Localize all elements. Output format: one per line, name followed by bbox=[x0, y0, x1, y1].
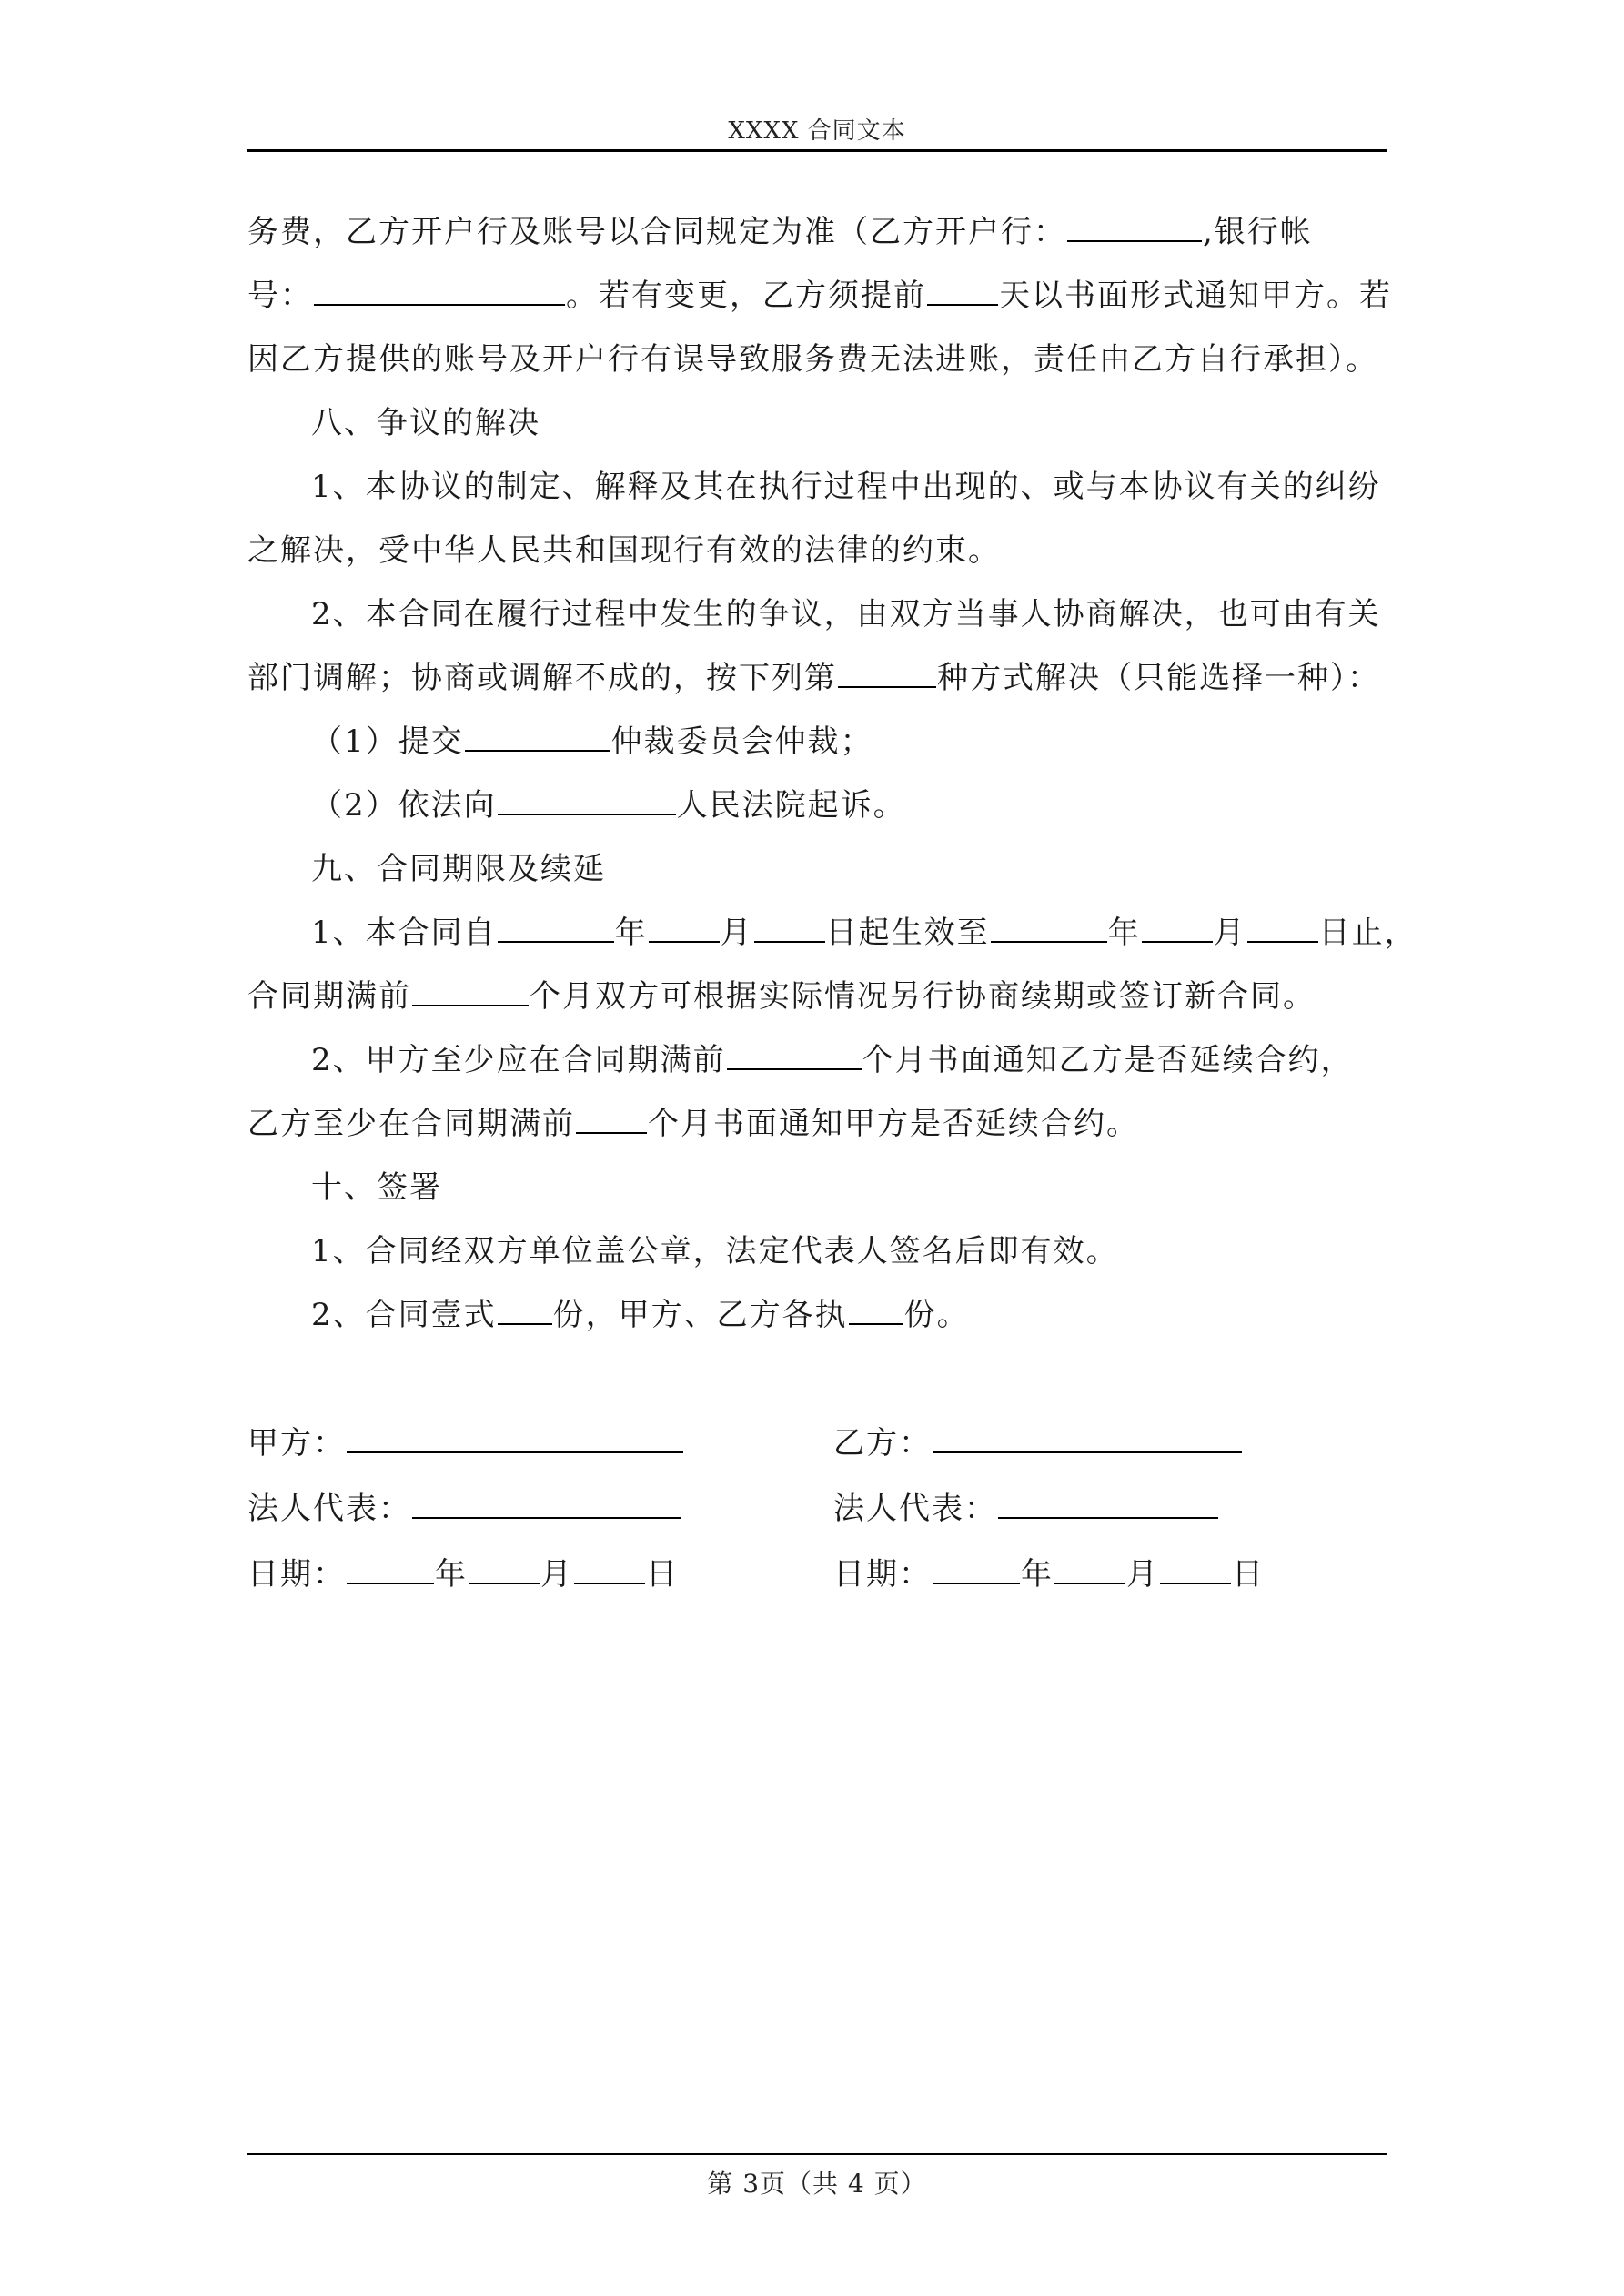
month-label: 月 bbox=[1126, 1556, 1159, 1593]
blank-copies-total bbox=[498, 1296, 552, 1325]
text-run: （2）依法向 bbox=[311, 787, 497, 824]
text-run: 个月书面通知甲方是否延续合约。 bbox=[648, 1106, 1139, 1142]
text-run: 月 bbox=[720, 915, 753, 951]
text-run: 号： bbox=[247, 278, 313, 314]
party-a-signature bbox=[247, 1411, 684, 1476]
text-run: 月 bbox=[1213, 915, 1246, 951]
section-heading-10: 十、签署 bbox=[311, 1169, 442, 1206]
date-label: 日期： bbox=[247, 1556, 346, 1593]
year-label: 年 bbox=[435, 1556, 468, 1593]
party-b-legal-rep bbox=[833, 1476, 1219, 1542]
blank-start-month bbox=[649, 914, 720, 943]
text-run: 日止， bbox=[1318, 915, 1417, 951]
blank-copies-each bbox=[849, 1296, 903, 1325]
year-label: 年 bbox=[1021, 1556, 1054, 1593]
blank-end-year bbox=[991, 914, 1107, 943]
text-run: 2、合同壹式 bbox=[311, 1297, 497, 1333]
text-run: 乙方至少在合同期满前 bbox=[247, 1106, 575, 1142]
text-line bbox=[247, 264, 1392, 328]
text-run: 份，甲方、乙方各执 bbox=[552, 1297, 848, 1333]
blank-party-a-notice-months bbox=[727, 1041, 862, 1070]
party-a-legal-rep-blank bbox=[412, 1490, 681, 1519]
party-a-label: 甲方： bbox=[247, 1425, 346, 1462]
party-b-date bbox=[833, 1542, 1265, 1607]
text-run: 年 bbox=[614, 915, 648, 951]
page-number: 第 3页（共 4 页） bbox=[707, 2169, 927, 2199]
text-run: 。若有变更，乙方须提前 bbox=[566, 278, 926, 314]
text-run: 种方式解决（只能选择一种）： bbox=[937, 660, 1380, 696]
blank-bank-name bbox=[1067, 213, 1202, 242]
text-line bbox=[247, 646, 1387, 710]
blank-renewal-months bbox=[412, 977, 529, 1006]
blank-party-b-notice-months bbox=[576, 1105, 647, 1134]
text-run: 天以书面形式通知甲方。若 bbox=[999, 278, 1392, 314]
text-line: 1、合同经双方单位盖公章，法定代表人签名后即有效。 bbox=[311, 1233, 1119, 1269]
text-run: 1、本合同自 bbox=[311, 915, 497, 951]
text-line bbox=[247, 965, 1387, 1028]
day-label: 日 bbox=[646, 1556, 679, 1593]
header-divider bbox=[247, 149, 1387, 152]
footer-divider bbox=[247, 2153, 1387, 2155]
blank-start-day bbox=[754, 914, 825, 943]
text-run: 个月书面通知乙方是否延续合约， bbox=[862, 1042, 1354, 1078]
blank-court-name bbox=[498, 786, 676, 815]
party-a-date bbox=[247, 1542, 679, 1607]
text-run: （1）提交 bbox=[311, 723, 464, 760]
section-heading-9: 九、合同期限及续延 bbox=[311, 851, 606, 887]
section-heading-8: 八、争议的解决 bbox=[311, 405, 540, 441]
blank-account-number bbox=[314, 277, 565, 306]
text-line bbox=[247, 200, 1387, 264]
party-b-signature bbox=[833, 1411, 1243, 1476]
text-line bbox=[247, 774, 1387, 837]
signature-block bbox=[247, 1411, 1387, 1607]
text-run: 合同期满前 bbox=[247, 978, 411, 1015]
document-body bbox=[247, 200, 1417, 1347]
text-line bbox=[247, 1283, 1387, 1347]
blank-end-month bbox=[1142, 914, 1213, 943]
party-b-label: 乙方： bbox=[833, 1425, 932, 1462]
text-line: 之解决，受中华人民共和国现行有效的法律的约束。 bbox=[247, 532, 1001, 569]
text-run: 年 bbox=[1107, 915, 1141, 951]
party-b-date-month-blank bbox=[1054, 1555, 1125, 1584]
party-b-date-day-blank bbox=[1160, 1555, 1231, 1584]
text-run: ,银行帐 bbox=[1203, 214, 1313, 250]
text-run: 2、甲方至少应在合同期满前 bbox=[311, 1042, 726, 1078]
text-line bbox=[247, 1028, 1387, 1092]
text-line bbox=[247, 901, 1417, 965]
party-a-date-month-blank bbox=[469, 1555, 540, 1584]
party-a-blank bbox=[347, 1424, 683, 1453]
blank-end-day bbox=[1247, 914, 1318, 943]
legal-rep-label: 法人代表： bbox=[833, 1491, 997, 1527]
text-run: 日起生效至 bbox=[825, 915, 990, 951]
text-run: 务费，乙方开户行及账号以合同规定为准（乙方开户行： bbox=[247, 214, 1066, 250]
signature-row bbox=[247, 1476, 1387, 1542]
party-a-legal-rep bbox=[247, 1476, 682, 1542]
text-line: 2、本合同在履行过程中发生的争议，由双方当事人协商解决，也可由有关 bbox=[311, 596, 1381, 632]
signature-row bbox=[247, 1411, 1387, 1476]
text-run: 仲裁委员会仲裁； bbox=[610, 723, 873, 760]
text-run: 人民法院起诉。 bbox=[676, 787, 906, 824]
text-run: 份。 bbox=[903, 1297, 970, 1333]
signature-row bbox=[247, 1542, 1387, 1607]
date-label: 日期： bbox=[833, 1556, 932, 1593]
text-line bbox=[247, 1092, 1387, 1156]
party-a-date-day-blank bbox=[574, 1555, 645, 1584]
text-run: 部门调解；协商或调解不成的，按下列第 bbox=[247, 660, 837, 696]
blank-arbitration-committee bbox=[465, 723, 610, 752]
blank-resolution-choice bbox=[838, 659, 936, 688]
legal-rep-label: 法人代表： bbox=[247, 1491, 411, 1527]
party-b-blank bbox=[933, 1424, 1242, 1453]
page-header-title: XXXX 合同文本 bbox=[728, 117, 906, 145]
text-line bbox=[247, 710, 1387, 774]
text-run: 个月双方可根据实际情况另行协商续期或签订新合同。 bbox=[530, 978, 1316, 1015]
day-label: 日 bbox=[1232, 1556, 1265, 1593]
blank-notice-days bbox=[927, 277, 998, 306]
party-b-date-year-blank bbox=[933, 1555, 1020, 1584]
text-line: 1、本协议的制定、解释及其在执行过程中出现的、或与本协议有关的纠纷 bbox=[311, 469, 1381, 505]
text-line: 因乙方提供的账号及开户行有误导致服务费无法进账，责任由乙方自行承担）。 bbox=[247, 341, 1378, 378]
blank-start-year bbox=[498, 914, 614, 943]
month-label: 月 bbox=[540, 1556, 573, 1593]
party-a-date-year-blank bbox=[347, 1555, 434, 1584]
party-b-legal-rep-blank bbox=[998, 1490, 1218, 1519]
